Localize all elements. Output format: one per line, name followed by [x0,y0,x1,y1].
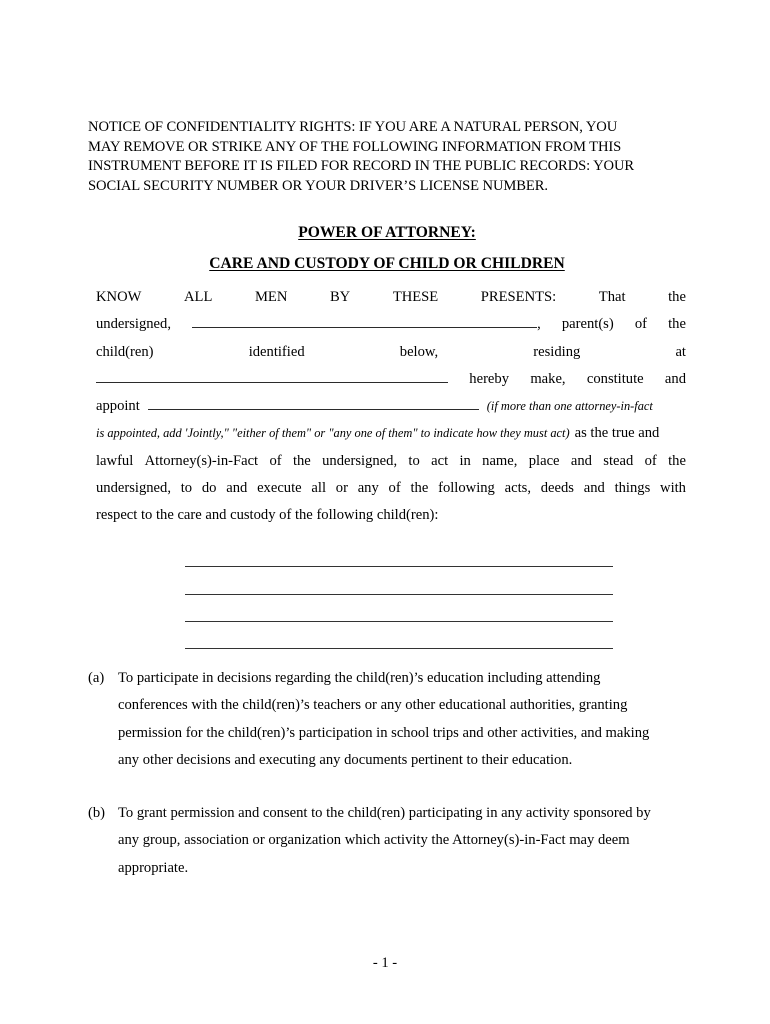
preamble-word: BY [329,289,351,305]
preamble-word: all [311,480,326,497]
preamble-word: That [598,289,626,305]
notice-line: INSTRUMENT BEFORE IT IS FILED FOR RECORD IN THE PUBLIC RECORDS: YOUR [88,158,635,175]
preamble-word: the [668,289,686,305]
clause-b-text [118,800,686,882]
document-title [88,224,686,242]
preamble-line-3 [96,339,686,366]
clause-line: any group, association or organization which activity the Attorney(s)-in-Fact may deem [118,832,630,849]
preamble-word: and [583,480,605,497]
preamble-word: the [668,316,686,333]
preamble-word: the [668,452,686,469]
preamble-word: stead [603,452,634,469]
preamble-word: to [180,480,193,497]
preamble-word: deeds [540,480,574,497]
preamble-word: hereby [469,370,510,387]
preamble-word: with [660,480,686,497]
residence-address-fill-in[interactable] [96,369,448,383]
preamble-closing-text: respect to the care and custody of the following child(ren): [96,507,439,524]
preamble-word: PRESENTS: [480,289,557,305]
preamble-word: below, [399,343,439,360]
preamble-line-9 [96,502,686,529]
page-number: - 1 - [372,955,398,971]
preamble-word: any [357,480,379,497]
preamble-word: and [226,480,248,497]
preamble-word: THESE [392,289,439,305]
preamble-word: KNOW [96,289,142,305]
preamble-word: Attorney(s)-in-Fact [144,452,259,469]
preamble-word: appoint [96,398,140,415]
preamble-word: the [292,452,311,469]
preamble-line-8 [96,475,686,502]
preamble-line-1 [96,284,686,311]
preamble-word: or [335,480,348,497]
clause-line: permission for the child(ren)’s participation in school trips and other activities, and making [118,724,650,741]
preamble-line-5 [96,393,686,420]
notice-line: NOTICE OF CONFIDENTIALITY RIGHTS: IF YOU ARE A NATURAL PERSON, YOU [88,119,618,135]
clause-a [88,665,686,774]
preamble-word: and [570,452,592,469]
preamble-word: and [664,370,686,387]
clause-line: conferences with the child(ren)’s teachers or any other educational authorities, granting [118,697,628,714]
principal-name-fill-in[interactable] [192,314,537,328]
clause-line: appropriate. [118,859,189,876]
preamble-word: lawful [96,452,134,469]
preamble-block [96,284,686,530]
preamble-word: the [410,480,429,497]
preamble-word: MEN [254,289,288,305]
notice-line: MAY REMOVE OR STRIKE ANY OF THE FOLLOWING INFORMATION FROM THIS [88,138,622,155]
preamble-word: child(ren) [96,343,154,360]
preamble-word: in [459,452,471,469]
children-fill-in-lines [185,540,613,649]
preamble-word: identified [248,343,305,360]
preamble-word: undersigned, [96,316,171,333]
preamble-word: of [388,480,401,497]
preamble-word: following [438,480,495,497]
preamble-word: to [408,452,420,469]
preamble-line-2 [96,311,686,338]
preamble-word: name, [482,452,518,469]
clause-a-marker: (a) [88,670,105,686]
preamble-word: as the true and [574,425,660,442]
preamble-word: of [634,316,648,333]
preamble-word: undersigned, [96,480,171,497]
clause-line: To grant permission and consent to the child(ren) participating in any activity sponsored by [118,805,651,821]
preamble-word: make, [530,370,566,387]
preamble-word: do [201,480,217,497]
child-name-fill-in[interactable] [185,540,613,567]
preamble-word: constitute [586,370,644,387]
notice-line: SOCIAL SECURITY NUMBER OR YOUR DRIVER’S LICENSE NUMBER. [88,178,548,195]
preamble-word: of [644,452,657,469]
clause-line: any other decisions and executing any documents pertinent to their education. [118,751,573,768]
attorney-instruction-italic-cont: is appointed, add 'Jointly," "either of them" or "any one of them" to indicate how they must act) [96,426,570,441]
document-title-text: POWER OF ATTORNEY: [298,224,476,241]
preamble-word: things [614,480,651,497]
preamble-line-4 [96,366,686,393]
clause-a-text [118,665,686,774]
preamble-word: at [675,343,686,360]
preamble-word: acts, [504,480,531,497]
preamble-word: act [431,452,449,469]
preamble-word: undersigned, [322,452,398,469]
preamble-word: residing [533,343,581,360]
preamble-line-7 [96,448,686,475]
clause-b [88,800,686,882]
child-name-fill-in[interactable] [185,595,613,622]
clause-line: To participate in decisions regarding the child(ren)’s education including attending [118,670,601,686]
clause-b-marker: (b) [88,805,106,821]
child-name-fill-in[interactable] [185,622,613,649]
preamble-word: of [269,452,282,469]
preamble-punctuation: , [537,316,541,333]
preamble-word: parent(s) [561,316,614,333]
attorney-instruction-italic: (if more than one attorney-in-fact [486,399,653,414]
confidentiality-notice [88,118,668,197]
document-subtitle [88,255,686,273]
child-name-fill-in[interactable] [185,567,613,594]
document-subtitle-text: CARE AND CUSTODY OF CHILD OR CHILDREN [209,255,565,272]
preamble-word: ALL [183,289,213,305]
preamble-line-6 [96,420,686,447]
preamble-word: execute [257,480,302,497]
preamble-word: place [528,452,560,469]
attorney-in-fact-fill-in[interactable] [148,396,479,410]
